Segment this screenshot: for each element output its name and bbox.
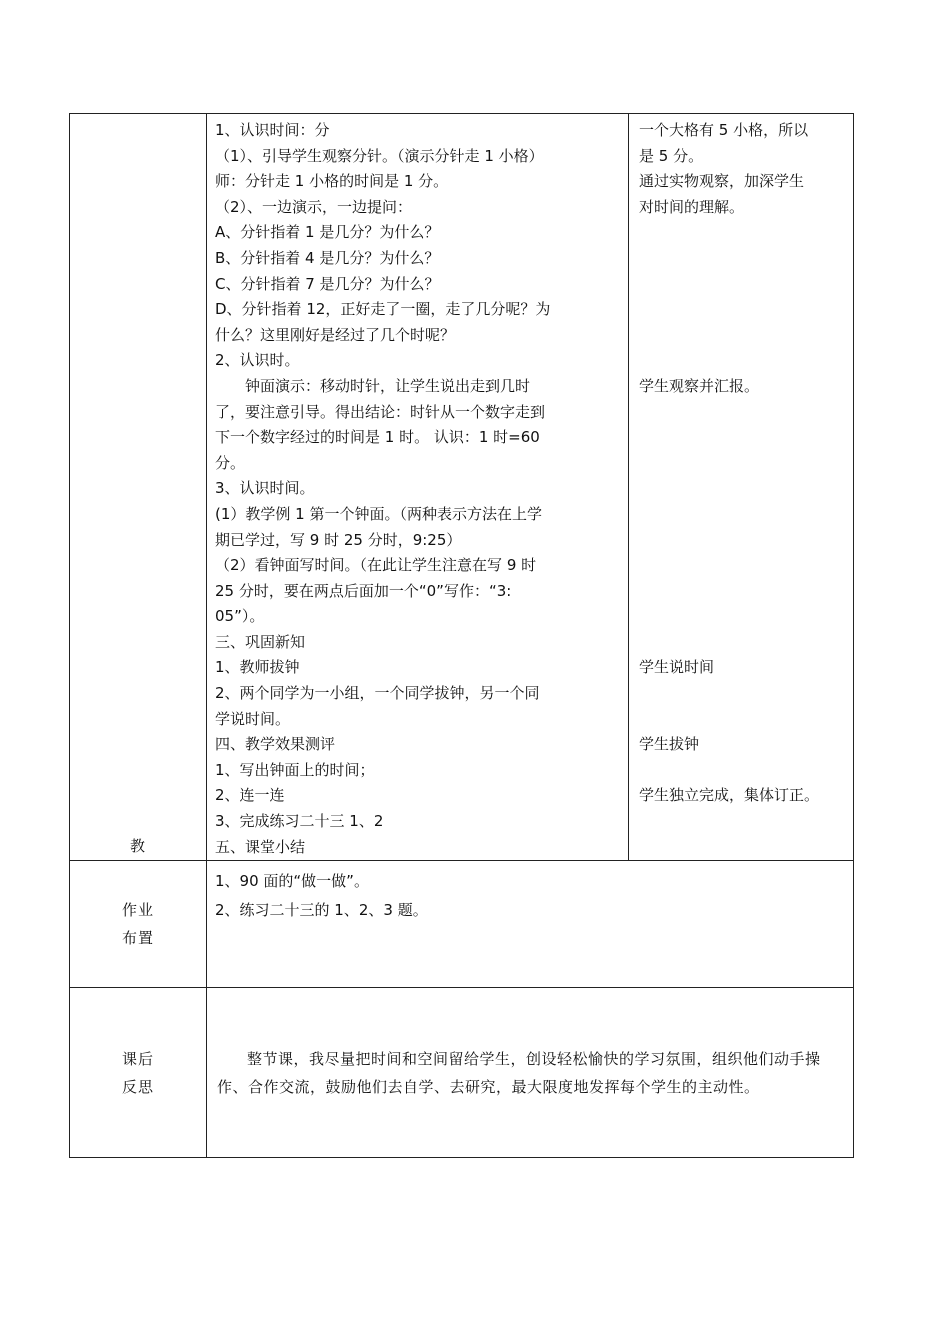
teaching-label: 教 xyxy=(129,837,146,856)
step-line: （2）、一边演示，一边提问： xyxy=(215,197,413,216)
homework-item: 2、练习二十三的 1、2、3 题。 xyxy=(215,901,428,920)
step-line: 期已学过，写 9 时 25 分时，9:25） xyxy=(215,530,462,549)
step-line: 分。 xyxy=(215,453,246,472)
step-line: 25 分时，要在两点后面加一个“0”写作：“3: xyxy=(215,581,512,600)
reflection-label-line2: 反思 xyxy=(121,1077,154,1096)
step-line: C、分针指着 7 是几分？为什么？ xyxy=(215,274,440,293)
homework-item: 1、90 面的“做一做”。 xyxy=(215,872,369,891)
reflection-text: 整节课，我尽量把时间和空间留给学生，创设轻松愉快的学习氛围，组织他们动手操作、合作交流，鼓励他们去自学、去研究，最大限度地发挥每个学生的主动性。 xyxy=(217,1049,821,1096)
reflection-label-cell xyxy=(70,988,207,1158)
step-line: 3、完成练习二十三 1、2 xyxy=(215,812,384,831)
homework-items-cell xyxy=(207,861,854,988)
step-line: D、分针指着 12，正好走了一圈，走了几分呢？为 xyxy=(215,300,551,319)
teaching-steps-cell xyxy=(207,114,629,861)
step-line: A、分针指着 1 是几分？为什么？ xyxy=(215,223,440,242)
step-line: 钟面演示：移动时针，让学生说出走到几时 xyxy=(245,376,531,395)
note-line: 学生观察并汇报。 xyxy=(639,376,760,395)
homework-row xyxy=(70,861,854,988)
step-line: 什么？这里刚好是经过了几个时呢？ xyxy=(215,325,456,344)
step-line: 3、认识时间。 xyxy=(215,479,315,498)
note-line: 学生独立完成，集体订正。 xyxy=(639,786,820,805)
note-line: 对时间的理解。 xyxy=(639,197,745,216)
teaching-label-cell xyxy=(70,114,207,861)
homework-label-cell xyxy=(70,861,207,988)
note-line: 一个大格有 5 小格，所以 xyxy=(639,121,809,139)
step-line: (1）教学例 1 第一个钟面。（两种表示方法在上学 xyxy=(215,504,542,523)
step-line: 2、认识时。 xyxy=(215,351,300,370)
step-line: 1、认识时间：分 xyxy=(215,121,330,139)
step-line: 2、两个同学为一小组，一个同学拔钟，另一个同 xyxy=(215,684,540,703)
step-line: 五、课堂小结 xyxy=(215,837,306,856)
note-line: 是 5 分。 xyxy=(639,146,704,165)
note-line: 通过实物观察，加深学生 xyxy=(639,172,805,191)
step-line: 1、教师拔钟 xyxy=(215,658,300,677)
note-line: 学生拔钟 xyxy=(639,735,700,754)
step-line: 师：分针走 1 小格的时间是 1 分。 xyxy=(215,172,449,191)
step-line: 四、教学效果测评 xyxy=(215,735,336,754)
step-line: 1、写出钟面上的时间； xyxy=(215,760,375,779)
homework-label-line1: 作业 xyxy=(121,901,154,920)
step-line: 下一个数字经过的时间是 1 时。 认识：1 时=60 xyxy=(215,428,540,447)
step-line: 学说时间。 xyxy=(215,709,291,728)
step-line: 2、连一连 xyxy=(215,786,285,805)
note-line: 学生说时间 xyxy=(639,658,715,677)
step-line: 了，要注意引导。得出结论：时针从一个数字走到 xyxy=(215,402,546,421)
reflection-label-line1: 课后 xyxy=(121,1049,154,1068)
student-notes-cell xyxy=(629,114,854,861)
step-line: 三、巩固新知 xyxy=(215,632,306,651)
step-line: （2）看钟面写时间。（在此让学生注意在写 9 时 xyxy=(215,556,537,575)
step-line: B、分针指着 4 是几分？为什么？ xyxy=(215,248,440,267)
reflection-row xyxy=(70,988,854,1158)
teaching-row xyxy=(70,114,854,861)
step-line: 05”）。 xyxy=(215,607,265,626)
homework-label-line2: 布置 xyxy=(121,929,154,948)
step-line: （1）、引导学生观察分针。（演示分针走 1 小格） xyxy=(215,146,544,165)
lesson-plan-table xyxy=(69,113,854,1158)
reflection-text-cell xyxy=(207,988,854,1158)
